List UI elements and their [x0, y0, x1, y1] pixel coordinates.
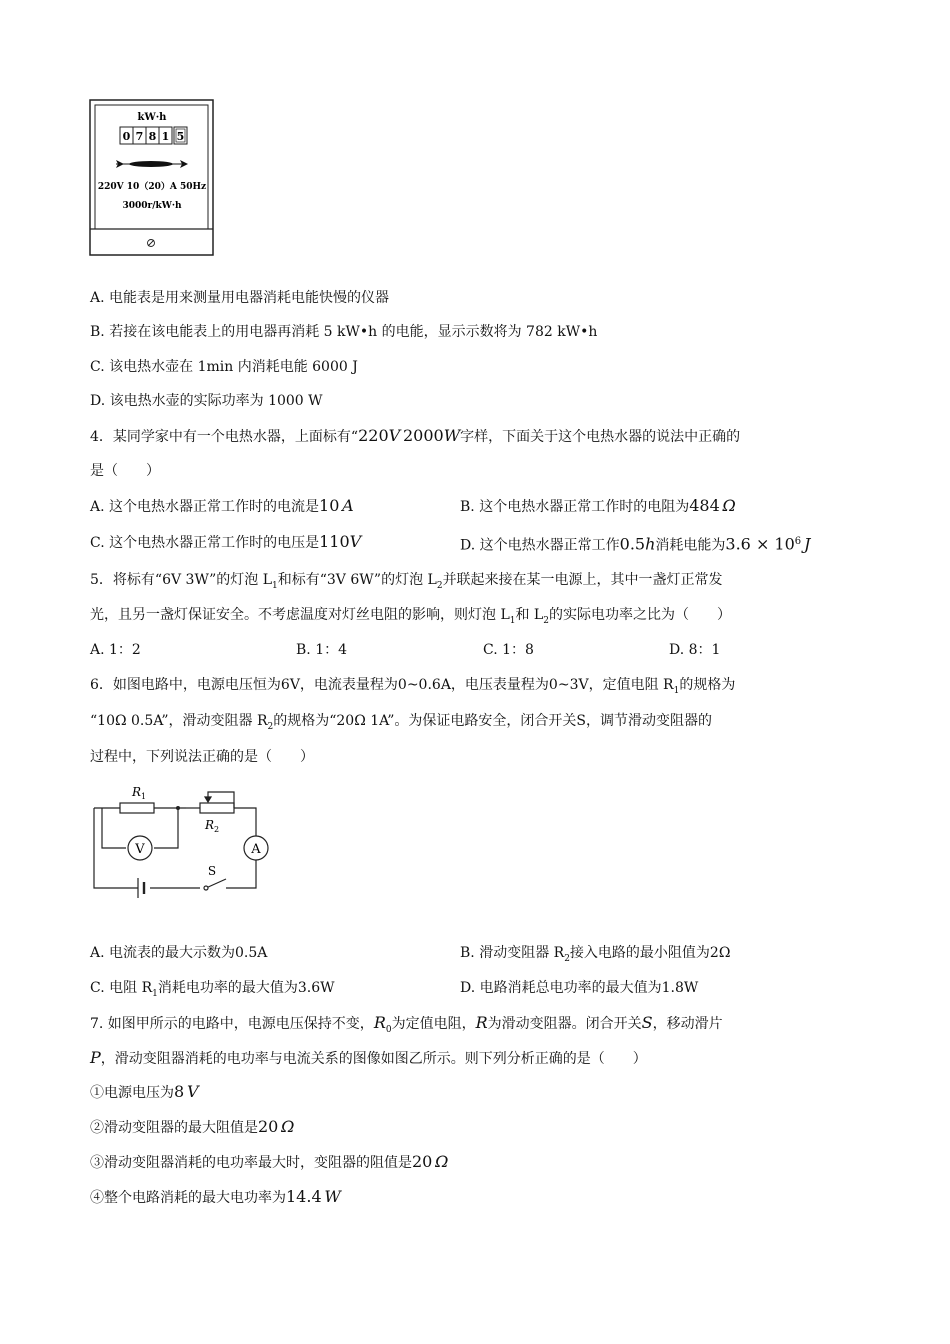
q4-power-unit: W [443, 426, 461, 445]
meter-digit: 7 [135, 130, 144, 143]
meter-digit: 1 [161, 130, 170, 143]
q3-option-c: C. 该电热水壶在 1min 内消耗电能 6000 J [90, 359, 358, 375]
electric-meter-figure [88, 98, 216, 258]
q5-option-a: A. 1：2 [90, 642, 141, 658]
meter-unit: kW·h [137, 112, 167, 123]
q4-stem-line1 [90, 426, 740, 447]
q5-stem-line1: 5．将标有“6V 3W”的灯泡 $L_1$和标有“3V 6W”的灯泡 $L_2$并联起来接在某一电源上，其中一盏灯正常发 [90, 572, 723, 591]
q6-stem-line2: “10Ω 0.5A”，滑动变阻器 $R_2$的规格为“20Ω 1A”。为保证电路安全，闭合开关S，调节滑动变阻器的 [90, 713, 712, 732]
q4-power: 2000 [402, 426, 444, 445]
meter-digit: 5 [176, 130, 185, 143]
q5-option-b: B. 1：4 [296, 642, 348, 658]
q7-statement-4: ④整个电路消耗的最大电功率为14.4 W [90, 1187, 341, 1206]
q6-options-row2 [90, 978, 699, 1004]
q6-stem-line3: 过程中，下列说法正确的是（ ） [90, 749, 314, 765]
q4-option-d: D. 这个电热水器正常工作0.5h消耗电能为$3.6 \times 10^6$ J [460, 534, 811, 554]
q3-option-d: D. 该电热水壶的实际功率为 1000 W [90, 393, 323, 409]
q7-stem-line1: 7. 如图甲所示的电路中，电源电压保持不变，$R_0$为定值电阻，R为滑动变阻器。闭合开关S，移动滑片 [90, 1013, 723, 1035]
q4-stem-text: 4．某同学家中有一个电热水器，上面标有“ [90, 429, 359, 445]
q6-option-c: C. 电阻 $R_1$消耗电功率的最大值为3.6W [90, 980, 335, 999]
meter-digit: 8 [148, 130, 157, 143]
meter-spec: 220V 10（20）A 50Hz [97, 182, 207, 192]
q3-option-b: B. 若接在该电能表上的用电器再消耗 5 kW•h 的电能，显示示数将为 782 kW•h [90, 324, 598, 340]
meter-digits [120, 127, 187, 144]
r1-label: $R_1$ [132, 785, 147, 801]
q6-circuit-diagram [88, 778, 278, 908]
q5-stem-line2: 光，且另一盏灯保证安全。不考虑温度对灯丝电阻的影响，则灯泡 $L_1$和 $L_2$的实际电功率之比为（ ） [90, 607, 731, 626]
q7-statement-2: ②滑动变阻器的最大阻值是20 Ω [90, 1117, 295, 1136]
q7-statement-3: ③滑动变阻器消耗的电功率最大时，变阻器的阻值是20 Ω [90, 1152, 449, 1171]
q6-option-b: B. 滑动变阻器 $R_2$接入电路的最小阻值为2Ω [460, 945, 731, 964]
q6-options-row1 [90, 943, 731, 964]
q6-stem-line1: 6．如图电路中，电源电压恒为6V，电流表量程为0~0.6A，电压表量程为0~3V，定值电阻 $R_1$的规格为 [90, 677, 736, 696]
q3-option-a: A. 电能表是用来测量用电器消耗电能快慢的仪器 [90, 290, 390, 306]
ammeter-icon: A [251, 842, 261, 857]
q6-option-d: D. 电路消耗总电功率的最大值为1.8W [460, 980, 699, 996]
switch-label: S [207, 864, 217, 878]
q4-option-b: B. 这个电热水器正常工作时的电阻为484 Ω [460, 496, 736, 515]
q4-stem-text: 字样，下面关于这个电热水器的说法中正确的 [460, 429, 741, 445]
meter-rev: 3000r/kW·h [122, 201, 182, 211]
r2-label: $R_2$ [205, 818, 220, 834]
q4-stem-line2: 是（ ） [90, 463, 160, 479]
voltmeter-icon: V [135, 842, 145, 857]
q7-stem-line2: P，滑动变阻器消耗的电功率与电流关系的图像如图乙所示。则下列分析正确的是（ ） [90, 1048, 647, 1067]
q4-voltage: 220 [358, 426, 389, 445]
q4-options-row1 [90, 496, 736, 517]
meter-digit: 0 [122, 130, 131, 143]
q5-options [90, 640, 721, 660]
q7-statement-1: ①电源电压为8 V [90, 1082, 199, 1101]
q4-option-c: C. 这个电热水器正常工作时的电压是110V [90, 532, 362, 551]
q4-options-row2 [90, 532, 811, 554]
q5-option-c: C. 1：8 [483, 642, 534, 658]
q5-option-d: D. 8：1 [669, 642, 721, 658]
q4-option-a: A. 这个电热水器正常工作时的电流是10 A [90, 496, 354, 515]
q4-voltage-unit: V [388, 426, 401, 445]
q6-option-a: A. 电流表的最大示数为0.5A [90, 945, 268, 961]
